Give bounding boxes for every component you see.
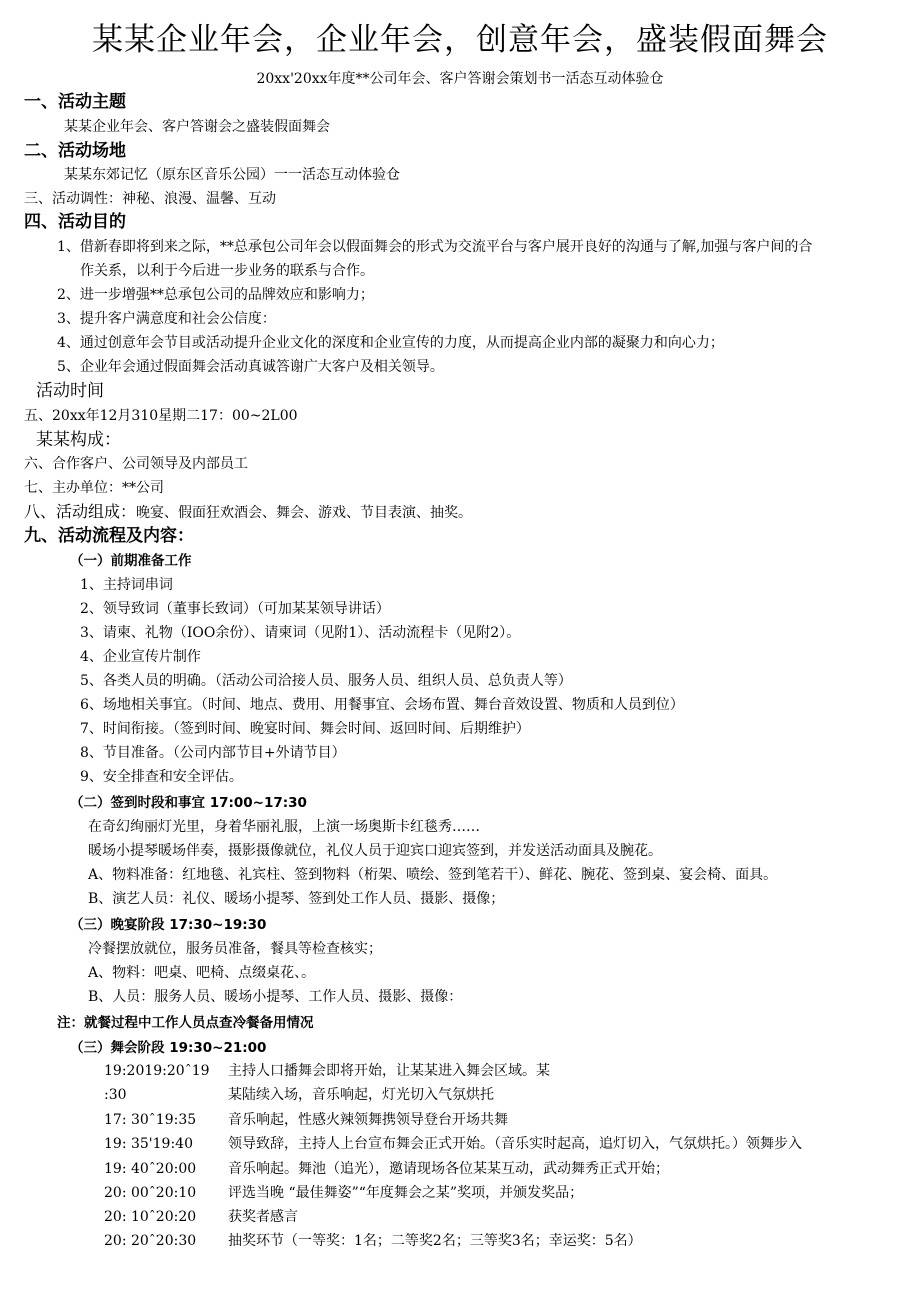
schedule-desc: 某陆续入场，音乐响起，灯光切入气氛烘托 xyxy=(228,1087,494,1103)
preparation-item: 6、场地相关事宜。（时间、地点、费用、用餐事宜、会场布置、舞台音效设置、物质和人员到位） xyxy=(80,697,684,713)
signin-item: B、演艺人员：礼仪、暖场小提琴、签到处工作人员、摄影、摄像； xyxy=(88,891,505,907)
section-text-organizer: 七、主办单位：**公司 xyxy=(24,480,164,496)
section-heading-venue: 二、活动场地 xyxy=(24,141,126,161)
activity-components-label: 八、活动组成： xyxy=(24,502,137,521)
section-heading-theme: 一、活动主题 xyxy=(24,92,126,112)
schedule-time: 20: 20ˆ20:30 xyxy=(104,1233,197,1249)
preparation-item: 4、企业宣传片制作 xyxy=(80,649,201,665)
process-part-heading-preparation: （一）前期准备工作 xyxy=(70,553,192,569)
dinner-item: B、人员：服务人员、暖场小提琴、工作人员、摄影、摄像： xyxy=(88,989,463,1005)
section-heading-composition: 某某构成： xyxy=(36,430,121,450)
purpose-item: 3、提升客户满意度和社会公信度： xyxy=(57,311,276,327)
activity-components-text: 晚宴、假面狂欢酒会、舞会、游戏、节目表演、抽奖。 xyxy=(136,505,473,521)
section-text-venue: 某某东郊记忆（原东区音乐公园）一一活态互动体验仓 xyxy=(64,167,400,183)
section-heading-time: 活动时间 xyxy=(36,381,104,401)
schedule-time: 19:2019:20ˆ19 xyxy=(104,1063,210,1079)
document-title: 某某企业年会，企业年会，创意年会，盛装假面舞会 xyxy=(92,22,828,58)
preparation-item: 7、时间衔接。（签到时间、晚宴时间、舞会时间、返回时间、后期维护） xyxy=(80,721,530,737)
schedule-desc: 抽奖环节（一等奖：1名；二等奖2名；三等奖3名；幸运奖：5名） xyxy=(228,1233,642,1249)
section-text-participants: 六、合作客户、公司领导及内部员工 xyxy=(24,456,248,472)
preparation-item: 5、各类人员的明确。（活动公司洽接人员、服务人员、组织人员、总负责人等） xyxy=(80,673,572,689)
preparation-item: 1、主持词串词 xyxy=(80,577,173,593)
section-heading-process: 九、活动流程及内容： xyxy=(24,526,194,546)
schedule-desc: 获奖者感言 xyxy=(228,1209,298,1225)
section-activity-components xyxy=(24,500,472,525)
process-part-heading-signin: （二）签到时段和事宜 17:00~17:30 xyxy=(70,795,307,811)
signin-item: A、物料准备：红地毯、礼宾柱、签到物料（桁架、喷绘、签到笔若干）、鲜花、腕花、签到桌、宴会椅、面具。 xyxy=(88,867,778,883)
schedule-time: 17: 30ˆ19:35 xyxy=(104,1112,197,1128)
schedule-desc: 音乐响起。舞池（追光），邀请现场各位某某互动，武动舞秀正式开始； xyxy=(228,1161,669,1177)
schedule-time: :30 xyxy=(104,1087,127,1103)
schedule-time: 19: 40ˆ20:00 xyxy=(104,1161,197,1177)
purpose-item: 4、通过创意年会节目或活动提升企业文化的深度和企业宣传的力度，从而提高企业内部的凝聚力和向心力； xyxy=(57,335,724,351)
section-text-theme: 某某企业年会、客户答谢会之盛装假面舞会 xyxy=(64,119,330,135)
dinner-item: A、物料：吧桌、吧椅、点缀桌花、。 xyxy=(88,965,316,981)
signin-item: 在奇幻绚丽灯光里，身着华丽礼服，上演一场奥斯卡红毯秀…… xyxy=(88,819,480,835)
signin-item: 暖场小提琴暖场伴奏，摄影摄像就位，礼仪人员于迎宾口迎宾签到，并发送活动面具及腕花。 xyxy=(88,843,662,859)
schedule-time: 20: 10ˆ20:20 xyxy=(104,1209,197,1225)
purpose-item-continued: 作关系，以利于今后进一步业务的联系与合作。 xyxy=(80,263,374,279)
preparation-item: 8、节目准备。（公司内部节目+外请节目） xyxy=(80,745,346,761)
schedule-time: 19: 35'19:40 xyxy=(104,1136,193,1152)
schedule-time: 20: 00ˆ20:10 xyxy=(104,1185,197,1201)
purpose-item: 2、进一步增强**总承包公司的品牌效应和影响力； xyxy=(57,287,374,303)
preparation-item: 2、领导致词（董事长致词）（可加某某领导讲话） xyxy=(80,601,390,617)
schedule-desc: 评选当晚 “最佳舞姿”“年度舞会之某”奖项，并颁发奖品； xyxy=(228,1185,584,1201)
schedule-desc: 主持人口播舞会即将开始，让某某进入舞会区域。某 xyxy=(228,1063,550,1079)
purpose-item: 1、借新春即将到来之际，**总承包公司年会以假面舞会的形式为交流平台与客户展开良好的沟通与了解,加强与客户间的合 xyxy=(57,239,813,255)
dinner-note: 注：就餐过程中工作人员点查冷餐备用情况 xyxy=(57,1015,314,1031)
purpose-item: 5、企业年会通过假面舞会活动真诚答谢广大客户及相关领导。 xyxy=(57,359,444,375)
process-part-heading-dance: （三）舞会阶段 19:30~21:00 xyxy=(70,1040,267,1056)
dinner-item: 冷餐摆放就位，服务员准备，餐具等检查核实； xyxy=(88,941,382,957)
section-text-time: 五、20xx年12月310星期二17：00~2L00 xyxy=(24,408,298,424)
process-part-heading-dinner: （三）晚宴阶段 17:30~19:30 xyxy=(70,917,267,933)
schedule-desc: 领导致辞，主持人上台宣布舞会正式开始。（音乐实时起高，追灯切入，气氛烘托。）领舞步入 xyxy=(228,1136,802,1152)
section-text-tone: 三、活动调性：神秘、浪漫、温馨、互动 xyxy=(24,191,276,207)
preparation-item: 9、安全排查和安全评估。 xyxy=(80,769,243,785)
section-heading-purpose: 四、活动目的 xyxy=(24,212,126,232)
document-subtitle: 20xx'20xx年度**公司年会、客户答谢会策划书一活态互动体验仓 xyxy=(256,71,664,87)
schedule-desc: 音乐响起，性感火辣领舞携领导登台开场共舞 xyxy=(228,1112,508,1128)
preparation-item: 3、请柬、礼物（IOO余份）、请柬词（见附1）、活动流程卡（见附2）。 xyxy=(80,625,521,641)
